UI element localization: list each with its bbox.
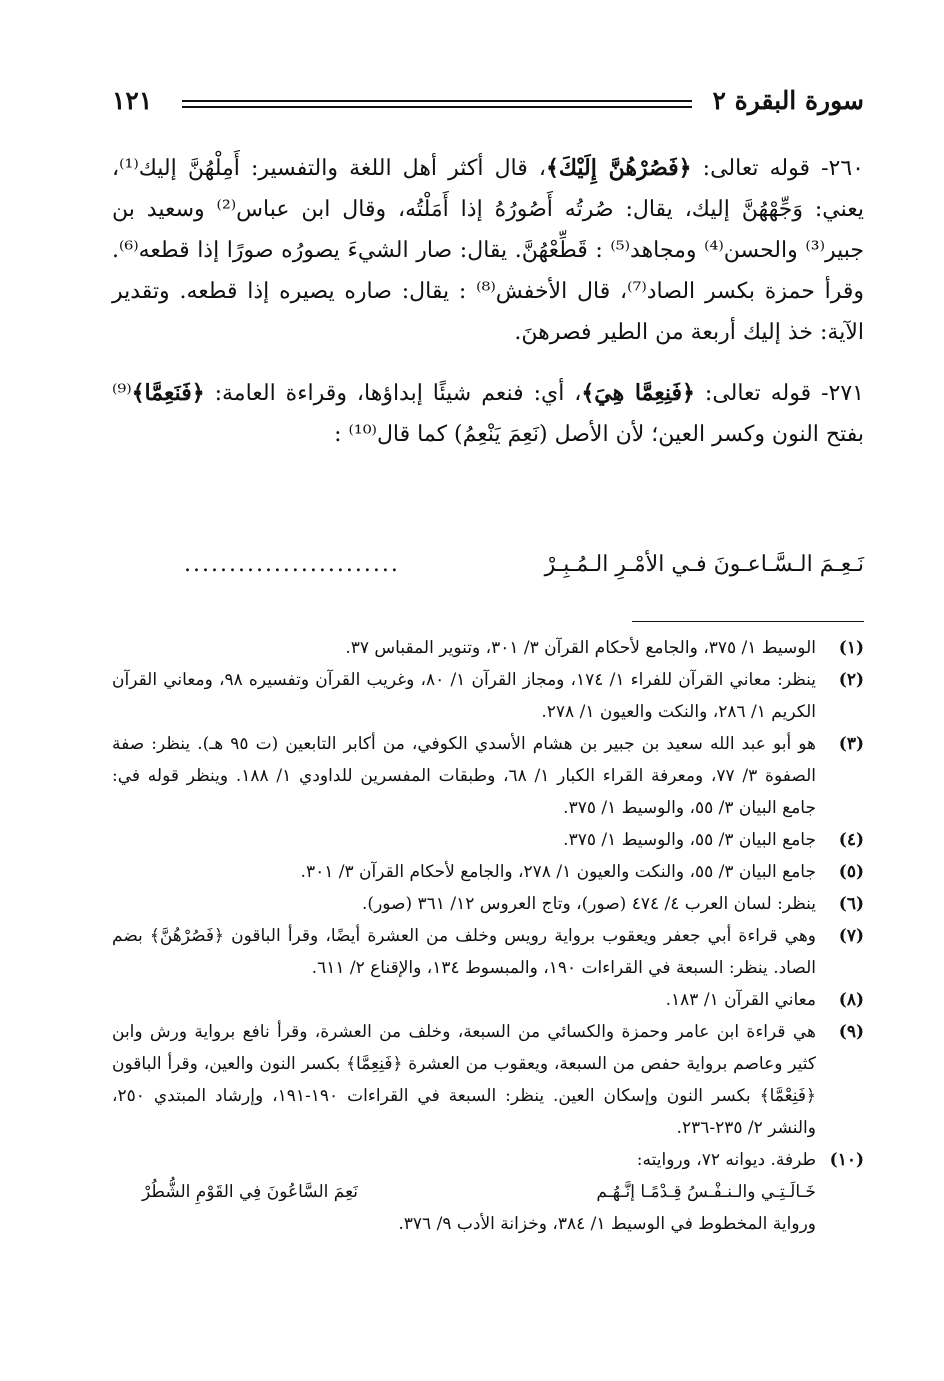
footnote-number: (٥) [838,862,864,882]
footnote-number: (٩) [838,1022,864,1042]
footnote-separator [632,621,864,622]
footnote-poem [112,1176,816,1208]
footnote [112,1016,864,1144]
footnote-text: هو أبو عبد الله سعيد بن جبير بن هشام الأسدي الكوفي، من أكابر التابعين (ت ٩٥ هـ). ينظر: صفة الصفوة ٣/ ٧٧، ومعرفة القراء الكبار ١/ ٦٨، وطبقات المفسرين للداودي ١/ ١٨٨. وينظر قوله في: جامع البيان ٣/ ٥٥، والوسيط ١/ ٣٧٥. [112,734,816,818]
footnote-text: ينظر: معاني القرآن للفراء ١/ ١٧٤، ومجاز القرآن ١/ ٨٠، وغريب القرآن وتفسيره ٩٨، ومعاني القرآن الكريم ١/ ٢٨٦، والنكت والعيون ١/ ٢٧٨. [112,670,817,722]
footnote-number: (٦) [838,894,864,914]
poetry-verse [184,552,864,596]
page-header [112,86,864,126]
footnote [112,856,864,888]
poem-hemistich-right: خَـالَـتِـي والـنـفْـسُ قِـدْمًـا إنَّـهُـم [596,1182,816,1202]
footnote [112,632,864,664]
footnote-number: (٢) [838,670,864,690]
footnote-text: هي قراءة ابن عامر وحمزة والكسائي من السبعة، وخلف من العشرة، وقرأ نافع برواية ورش وابن كثير وعاصم برواية حفص من السبعة، ويعقوب من العشرة ﴿فَنِعِمَّا﴾ بكسر النون والعين، وقرأ الباقون ﴿فَنِعْمَّا﴾ بكسر النون وإسكان العين. ينظر: السبعة في القراءات ١٩٠-١٩١، وإرشاد المبتدي ٢٥٠، والنشر ٢/ ٢٣٥-٢٣٦. [112,1022,816,1138]
verse-hemistich: نَـعِـمَ الـسَّـاعـونَ فـي الأمْـرِ الـمُـبِـرْ [544,552,864,577]
footnote-number: (٣) [838,734,864,754]
paragraph-lead: ٢٦٠- قوله تعالى: [691,156,864,181]
paragraph-text: ⁽⁹⁾ بفتح النون وكسر العين؛ لأن الأصل (نَعِمَ يَنْعِمُ) كما قال⁽¹⁰⁾ : [112,381,864,447]
footnote [112,888,864,920]
paragraph-text: ، أي: فنعم شيئًا إبداؤها، وقراءة العامة: [204,381,582,406]
footnote-number: (٨) [838,990,864,1010]
surah-title: سورة البقرة ٢ [712,86,864,115]
paragraph-260 [112,148,864,353]
footnote [112,920,864,984]
footnote [112,984,864,1016]
footnote-text: جامع البيان ٣/ ٥٥، والوسيط ١/ ٣٧٥. [563,830,816,850]
footnote-text: جامع البيان ٣/ ٥٥، والنكت والعيون ١/ ٢٧٨، والجامع لأحكام القرآن ٣/ ٣٠١. [300,862,816,882]
footnote [112,1144,864,1240]
poem-hemistich-left: نَعِمَ السَّاعُونَ فِي القَوْمِ الشُّطُرْ [142,1182,359,1202]
verse-ellipsis: ........................ [184,552,400,577]
footnote-text: ينظر: لسان العرب ٤/ ٤٧٤ (صور)، وتاج العروس ١٢/ ٣٦١ (صور). [362,894,816,914]
footnotes [112,632,864,1240]
footnote-number: (١٠) [829,1150,864,1170]
paragraph-text: ، قال أكثر أهل اللغة والتفسير: أَمِلْهُنَّ إليك⁽¹⁾، يعني: وَجِّهْهُنَّ إليك، يقال: صُرتُه أَصُورُهُ إذا أَمَلْتُه، وقال ابن عباس⁽²⁾ وسعيد بن جبير⁽³⁾ والحسن⁽⁴⁾ ومجاهد⁽⁵⁾ : قَطِّعْهُنَّ. يقال: صار الشيءَ يصورُه صورًا إذا قطعه⁽⁶⁾. وقرأ حمزة بكسر الصاد⁽⁷⁾، قال الأخفش⁽⁸⁾ : يقال: صاره يصيره إذا قطعه. وتقدير الآية: خذ إليك أربعة من الطير فصرهنَ. [112,156,864,345]
footnote-text: طرفة. ديوانه ٧٢، وروايته: [636,1150,816,1170]
page-number: ١٢١ [112,86,153,115]
footnote-number: (٤) [838,830,864,850]
footnote [112,728,864,824]
footnote-text: معاني القرآن ١/ ١٨٣. [665,990,816,1010]
header-rule-bottom [182,106,692,108]
footnote-text: وهي قراءة أبي جعفر ويعقوب برواية رويس وخلف من العشرة أيضًا، وقرأ الباقون ﴿فَصُرْهُنَّ﴾ بضم الصاد. ينظر: السبعة في القراءات ١٩٠، والمبسوط ١٣٤، والإقناع ٢/ ٦١١. [112,926,817,978]
header-rule-top [182,100,692,102]
footnote-text: الوسيط ١/ ٣٧٥، والجامع لأحكام القرآن ٣/ ٣٠١، وتنوير المقباس ٣٧. [345,638,816,658]
paragraph-271 [112,373,864,455]
quran-quote: ﴿فَنِعِمَّا هِيَ﴾ [581,380,695,406]
footnote [112,824,864,856]
footnote-text-continued: ورواية المخطوط في الوسيط ١/ ٣٨٤، وخزانة الأدب ٩/ ٣٧٦. [398,1214,816,1234]
quran-quote: ﴿فَنَعِمَّا﴾ [131,380,205,406]
paragraph-lead: ٢٧١- قوله تعالى: [694,381,864,406]
quran-quote: ﴿فَصُرْهُنَّ إِلَيْكَ﴾ [545,155,692,181]
footnote-number: (١) [838,638,864,658]
footnote [112,664,864,728]
main-text [112,148,864,455]
footnote-number: (٧) [838,926,864,946]
